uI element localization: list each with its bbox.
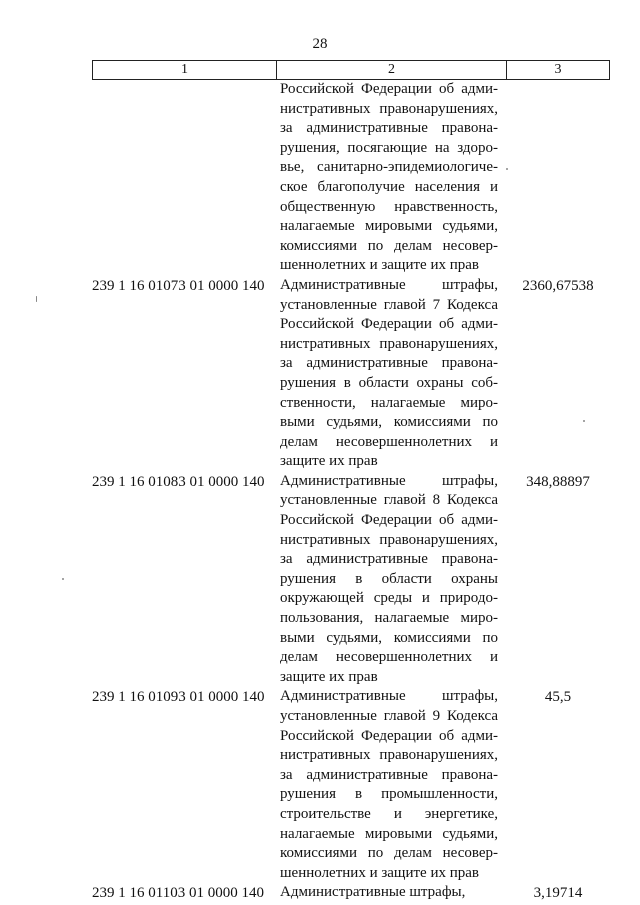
- description-line: нистративных правонарушениях,: [280, 747, 498, 764]
- description-line: налагаемые мировыми судьями,: [280, 218, 498, 235]
- description-line: рушения в промышленности,: [280, 786, 498, 803]
- description-line: делам несовершеннолетних и: [280, 649, 498, 666]
- description-line: Административные штрафы,: [280, 884, 466, 901]
- revenue-description: [280, 883, 498, 903]
- column-header-1: 1: [93, 61, 277, 79]
- revenue-description: [280, 472, 498, 688]
- description-line: Административные штрафы,: [280, 472, 498, 489]
- scan-artifact: [583, 420, 585, 422]
- description-line: рушения в области охраны: [280, 570, 498, 587]
- scan-artifact: [36, 296, 37, 302]
- description-line: Административные штрафы,: [280, 688, 498, 705]
- description-line: нистративных правонарушениях,: [280, 335, 498, 352]
- table-row: [0, 472, 640, 688]
- description-line: защите их прав: [280, 668, 378, 685]
- description-line: защите их прав: [280, 453, 378, 470]
- table-header-row: [92, 60, 610, 80]
- description-line: делам несовершеннолетних и: [280, 433, 498, 450]
- description-line: общественную нравственность,: [280, 198, 498, 215]
- budget-code: 239 1 16 01103 01 0000 140: [92, 885, 264, 902]
- budget-code: 239 1 16 01093 01 0000 140: [92, 689, 265, 706]
- description-line: ственности, налагаемые миро-: [280, 394, 498, 411]
- description-line: рушения, посягающие на здоро-: [280, 139, 498, 156]
- budget-code: 239 1 16 01073 01 0000 140: [92, 277, 265, 294]
- amount-value: 2360,67538: [522, 277, 594, 294]
- budget-code: 239 1 16 01083 01 0000 140: [92, 473, 265, 490]
- description-line: выми судьями, комиссиями по: [280, 414, 498, 431]
- description-line: комиссиями по делам несовер-: [280, 845, 498, 862]
- description-line: налагаемые мировыми судьями,: [280, 825, 498, 842]
- description-line: шеннолетних и защите их прав: [280, 864, 480, 881]
- description-line: установленные главой 8 Кодекса: [280, 492, 498, 509]
- description-line: за административные правона-: [280, 551, 498, 568]
- column-header-3: 3: [554, 62, 562, 77]
- description-line: Российской Федерации об адми-: [280, 81, 498, 97]
- description-line: Российской Федерации об адми-: [280, 727, 498, 744]
- table-row: [0, 883, 640, 903]
- description-line: установленные главой 9 Кодекса: [280, 708, 498, 724]
- description-line: за административные правона-: [280, 766, 498, 783]
- description-line: ское благополучие населения и: [280, 178, 498, 195]
- revenue-description: [280, 80, 498, 276]
- amount-value: 3,19714: [533, 885, 583, 902]
- table-row: [0, 80, 640, 276]
- description-line: за административные правона-: [280, 355, 498, 372]
- table-body: [0, 80, 640, 903]
- description-line: установленные главой 7 Кодекса: [280, 296, 498, 313]
- description-line: комиссиями по делам несовер-: [280, 237, 498, 254]
- description-line: окружающей среды и природо-: [280, 590, 498, 607]
- description-line: рушения в области охраны соб-: [280, 374, 498, 391]
- table-row: [0, 276, 640, 472]
- description-line: за административные правона-: [280, 120, 498, 137]
- description-line: нистративных правонарушениях,: [280, 531, 498, 548]
- revenue-description: [280, 276, 498, 472]
- description-line: Российской Федерации об адми-: [280, 316, 498, 333]
- description-line: пользования, налагаемые миро-: [280, 610, 498, 627]
- description-line: шеннолетних и защите их прав: [280, 257, 480, 274]
- amount-value: 45,5: [544, 689, 572, 706]
- scan-artifact: [62, 578, 64, 580]
- description-line: Российской Федерации об адми-: [280, 512, 498, 529]
- column-header-2: 2: [277, 61, 507, 79]
- table-row: [0, 687, 640, 883]
- description-line: нистративных правонарушениях,: [280, 100, 498, 117]
- description-line: Административные штрафы,: [280, 276, 498, 293]
- description-line: строительстве и энергетике,: [280, 805, 498, 822]
- page-number: 28: [312, 36, 328, 52]
- description-line: выми судьями, комиссиями по: [280, 629, 498, 646]
- amount-value: 348,88897: [526, 473, 590, 490]
- scan-artifact: [506, 168, 508, 170]
- description-line: вье, санитарно-эпидемиологиче-: [280, 159, 498, 176]
- revenue-description: [280, 687, 498, 883]
